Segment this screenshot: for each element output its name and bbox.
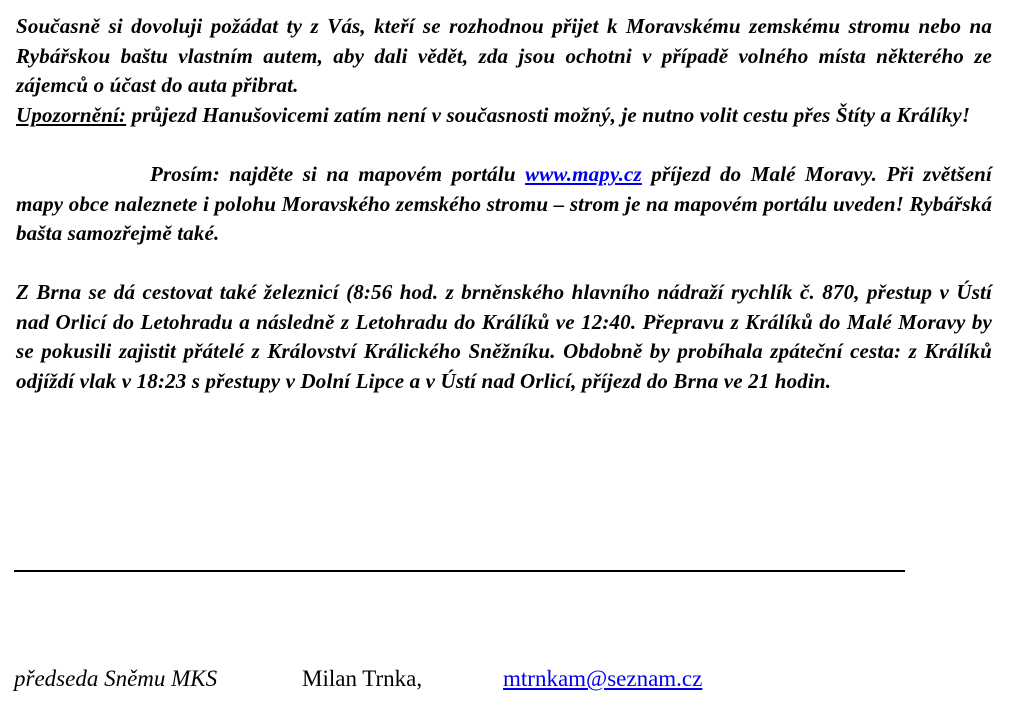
notice-text: průjezd Hanušovicemi zatím není v současnosti možný, je nutno volit cestu přes Štíty a Králíky!: [126, 103, 971, 127]
paragraph-map-instructions: [16, 160, 992, 249]
map-request-suffix: příjezd do Malé Moravy. Při zvětšení mapy obce naleznete i polohu Moravského zemského stromu – strom je na mapovém portálu uveden! Rybářská bašta samozřejmě také.: [16, 162, 992, 246]
paragraph-route-notice: [16, 101, 992, 131]
map-request-prefix: Prosím: najděte si na mapovém portálu: [150, 162, 526, 186]
carpool-request-text: Současně si dovoluji požádat ty z Vás, kteří se rozhodnou přijet k Moravskému zemskému stromu nebo na Rybářskou baštu vlastním autem, aby dali vědět, zda jsou ochotni v případě volného místa některého ze zájemců o účast do auta přibrat.: [16, 14, 992, 98]
signature-divider: [14, 570, 905, 572]
signature-role: předseda Sněmu MKS: [14, 666, 218, 691]
paragraph-carpool-request: [16, 12, 992, 101]
map-portal-link[interactable]: www.mapy.cz: [525, 162, 642, 186]
signature-email-link[interactable]: mtrnkam@seznam.cz: [503, 666, 703, 691]
train-travel-text: Z Brna se dá cestovat také železnicí (8:56 hod. z brněnského hlavního nádraží rychlík č. 870, přestup v Ústí nad Orlicí do Letohradu a následně z Letohradu do Králíků ve 12:40. Přepravu z Králíků do Malé Moravy by se pokusili zajistit přátelé z Království Králického Sněžníku. Obdobně by probíhala zpáteční cesta: z Králíků odjíždí vlak v 18:23 s přestupy v Dolní Lipce a v Ústí nad Orlicí, příjezd do Brna ve 21 hodin.: [16, 280, 992, 393]
notice-label: Upozornění:: [16, 103, 127, 127]
signature-block: [14, 664, 703, 694]
paragraph-train-travel: [16, 278, 992, 396]
signature-name: Milan Trnka,: [302, 666, 423, 691]
